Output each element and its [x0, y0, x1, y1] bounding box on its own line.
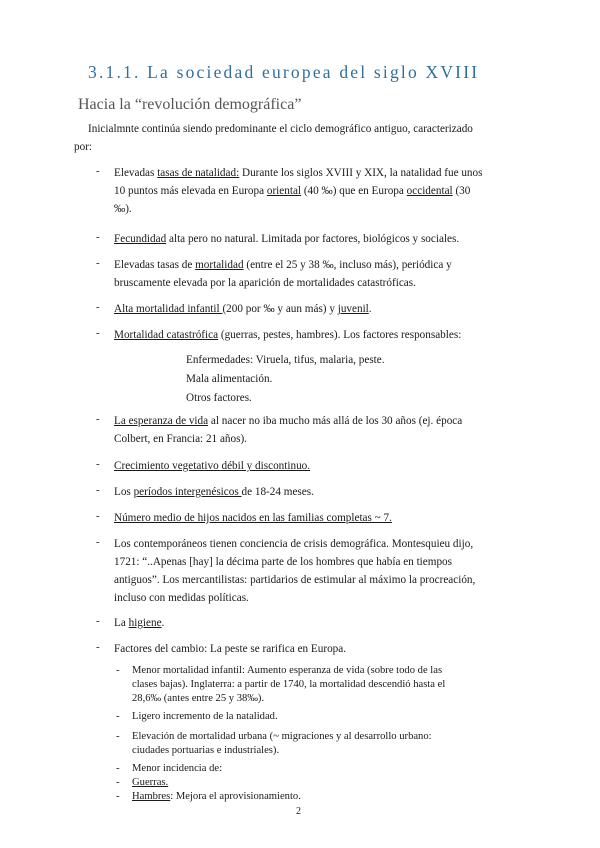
bullet-higiene: La higiene.	[114, 617, 165, 629]
bullet-mortalidad: Elevadas tasas de mortalidad (entre el 25 y 38 ‰, incluso más), periódica y	[114, 259, 452, 271]
subbullet-dash: -	[116, 790, 120, 802]
bullet-dash: -	[96, 484, 100, 496]
subitem-guerras: Guerras.	[132, 777, 169, 788]
page-number: 2	[296, 806, 301, 817]
bullet-mortalidad-line-2: bruscamente elevada por la aparición de mortalidades catastróficas.	[114, 277, 416, 289]
intro-line-2: por:	[74, 141, 93, 153]
bullet-mortalidad-infantil: Alta mortalidad infantil (200 por ‰ y aun más) y juvenil.	[114, 303, 372, 315]
subitem-mortalidad-urbana-1: Elevación de mortalidad urbana (~ migraciones y al desarrollo urbano:	[132, 731, 432, 742]
bullet-natalidad-line-2: 10 puntos más elevada en Europa oriental (40 ‰) que en Europa occidental (30	[114, 185, 471, 197]
factor-alimentacion: Mala alimentación.	[186, 373, 273, 385]
bullet-dash: -	[96, 165, 100, 177]
factor-enfermedades: Enfermedades: Viruela, tifus, malaria, peste.	[186, 354, 385, 366]
bullet-fecundidad: Fecundidad alta pero no natural. Limitada por factores, biológicos y sociales.	[114, 233, 460, 245]
bullet-dash: -	[96, 536, 100, 548]
bullet-natalidad: Elevadas tasas de natalidad: Durante los siglos XVIII y XIX, la natalidad fue unos	[114, 167, 483, 179]
bullet-esperanza-vida-line-2: Colbert, en Francia: 21 años).	[114, 433, 247, 445]
bullet-contemporaneos-line-3: antiguos”. Los mercantilistas: partidarios de estimular al máximo la procreación,	[114, 574, 476, 586]
factor-otros: Otros factores.	[186, 392, 252, 404]
bullet-mortalidad-catastrofica: Mortalidad catastrófica (guerras, pestes, hambres). Los factores responsables:	[114, 329, 462, 341]
subitem-mortalidad-infantil-2: clases bajas). Inglaterra: a partir de 1740, la mortalidad descendió hasta el	[132, 679, 446, 690]
subbullet-dash: -	[116, 776, 120, 788]
bullet-dash: -	[96, 301, 100, 313]
bullet-dash: -	[96, 413, 100, 425]
bullet-dash: -	[96, 641, 100, 653]
bullet-periodos: Los períodos intergenésicos de 18-24 meses.	[114, 486, 314, 498]
bullet-hijos: Número medio de hijos nacidos en las familias completas ~ 7.	[114, 512, 392, 524]
bullet-dash: -	[96, 257, 100, 269]
subitem-natalidad: Ligero incremento de la natalidad.	[132, 711, 278, 722]
bullet-dash: -	[96, 231, 100, 243]
bullet-crecimiento: Crecimiento vegetativo débil y discontinuo.	[114, 460, 311, 472]
bullet-dash: -	[96, 327, 100, 339]
bullet-contemporaneos-line-2: 1721: “..Apenas [hay] la décima parte de los hombres que había en tiempos	[114, 556, 453, 568]
bullet-dash: -	[96, 458, 100, 470]
bullet-factores-cambio: Factores del cambio: La peste se rarifica en Europa.	[114, 643, 347, 655]
intro-line-1: Inicialmnte continúa siendo predominante el ciclo demográfico antiguo, caracterizado	[88, 123, 473, 135]
bullet-dash: -	[96, 615, 100, 627]
subitem-mortalidad-urbana-2: ciudades portuarias e industriales).	[132, 745, 280, 756]
subitem-hambres: Hambres: Mejora el aprovisionamiento.	[132, 791, 301, 802]
subbullet-dash: -	[116, 664, 120, 676]
subheading: Hacia la “revolución demográfica”	[78, 96, 302, 113]
subitem-menor-incidencia: Menor incidencia de:	[132, 763, 223, 774]
subbullet-dash: -	[116, 730, 120, 742]
bullet-esperanza-vida: La esperanza de vida al nacer no iba mucho más allá de los 30 años (ej. época	[114, 415, 463, 427]
section-heading: 3.1.1. La sociedad europea del siglo XVIII	[88, 62, 480, 82]
subitem-mortalidad-infantil-3: 28,6‰ (antes entre 25 y 38‰).	[132, 693, 265, 704]
bullet-dash: -	[96, 510, 100, 522]
subbullet-dash: -	[116, 762, 120, 774]
subitem-mortalidad-infantil-1: Menor mortalidad infantil: Aumento esperanza de vida (sobre todo de las	[132, 665, 443, 676]
bullet-natalidad-line-3: ‰).	[114, 203, 132, 215]
bullet-contemporaneos-line-4: incluso con medidas políticas.	[114, 592, 249, 604]
bullet-contemporaneos-line-1: Los contemporáneos tienen conciencia de crisis demográfica. Montesquieu dijo,	[114, 538, 474, 550]
subbullet-dash: -	[116, 710, 120, 722]
